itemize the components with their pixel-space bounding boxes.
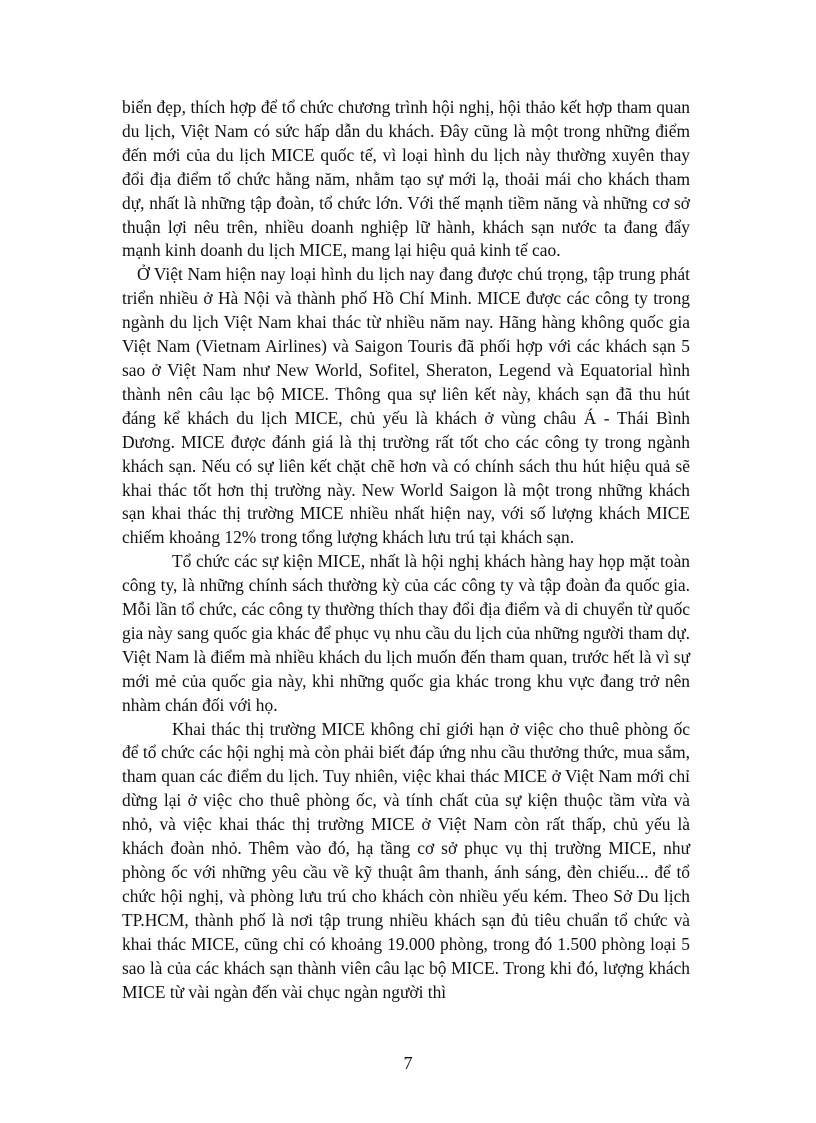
paragraph-3: Tổ chức các sự kiện MICE, nhất là hội nghị khách hàng hay họp mặt toàn công ty, là những chính sách thường kỳ của các công ty và tập đoàn đa quốc gia. Mỗi lần tổ chức, các công ty thường thích thay đổi địa điểm và di chuyển từ quốc gia này sang quốc gia khác để phục vụ nhu cầu du lịch của những người tham dự. Việt Nam là điểm mà nhiều khách du lịch muốn đến tham quan, trước hết là vì sự mới mẻ của quốc gia này, khi những quốc gia khác trong khu vực đang trở nên nhàm chán đối với họ.: [122, 551, 690, 715]
body-text: [122, 96, 690, 1004]
paragraph-1: biển đẹp, thích hợp để tổ chức chương trình hội nghị, hội thảo kết hợp tham quan du lịch, Việt Nam có sức hấp dẫn du khách. Đây cũng là một trong những điểm đến mới của du lịch MICE quốc tế, vì loại hình du lịch này thường xuyên thay đổi địa điểm tổ chức hằng năm, nhằm tạo sự mới lạ, thoải mái cho khách tham dự, nhất là những tập đoàn, tổ chức lớn. Với thế mạnh tiềm năng và những cơ sở thuận lợi nêu trên, nhiều doanh nghiệp lữ hành, khách sạn nước ta đang đẩy mạnh kinh doanh du lịch MICE, mang lại hiệu quả kinh tế cao.: [122, 97, 690, 261]
paragraph-4: Khai thác thị trường MICE không chỉ giới hạn ở việc cho thuê phòng ốc để tổ chức các hội nghị mà còn phải biết đáp ứng nhu cầu thưởng thức, mua sắm, tham quan các điểm du lịch. Tuy nhiên, việc khai thác MICE ở Việt Nam mới chỉ dừng lại ở việc cho thuê phòng ốc, và tính chất của sự kiện thuộc tầm vừa và nhỏ, và việc khai thác thị trường MICE ở Việt Nam còn rất thấp, chủ yếu là khách đoàn nhỏ. Thêm vào đó, hạ tầng cơ sở phục vụ thị trường MICE, như phòng ốc với những yêu cầu về kỹ thuật âm thanh, ánh sáng, đèn chiếu... để tổ chức hội nghị, và phòng lưu trú cho khách còn nhiều yếu kém. Theo Sở Du lịch TP.HCM, thành phố là nơi tập trung nhiều khách sạn đủ tiêu chuẩn tổ chức và khai thác MICE, cũng chỉ có khoảng 19.000 phòng, trong đó 1.500 phòng loại 5 sao là của các khách sạn thành viên câu lạc bộ MICE. Trong khi đó, lượng khách MICE từ vài ngàn đến vài chục ngàn người thì: [122, 718, 690, 1002]
paragraph-2: Ở Việt Nam hiện nay loại hình du lịch nay đang được chú trọng, tập trung phát triển nhiều ở Hà Nội và thành phố Hồ Chí Minh. MICE được các công ty trong ngành du lịch Việt Nam khai thác từ nhiều năm nay. Hãng hàng không quốc gia Việt Nam (Vietnam Airlines) và Saigon Touris đã phối hợp với các khách sạn 5 sao ở Việt Nam như New World, Sofitel, Sheraton, Legend và Equatorial hình thành nên câu lạc bộ MICE. Thông qua sự liên kết này, khách sạn đã thu hút đáng kể khách du lịch MICE, chủ yếu là khách ở vùng châu Á - Thái Bình Dương. MICE được đánh giá là thị trường rất tốt cho các công ty trong ngành khách sạn. Nếu có sự liên kết chặt chẽ hơn và có chính sách thu hút hiệu quả sẽ khai thác tốt hơn thị trường này. New World Saigon là một trong những khách sạn khai thác thị trường MICE nhiều nhất hiện nay, với số lượng khách MICE chiếm khoảng 12% trong tổng lượng khách lưu trú tại khách sạn.: [122, 264, 690, 548]
page-number: 7: [403, 1053, 413, 1073]
